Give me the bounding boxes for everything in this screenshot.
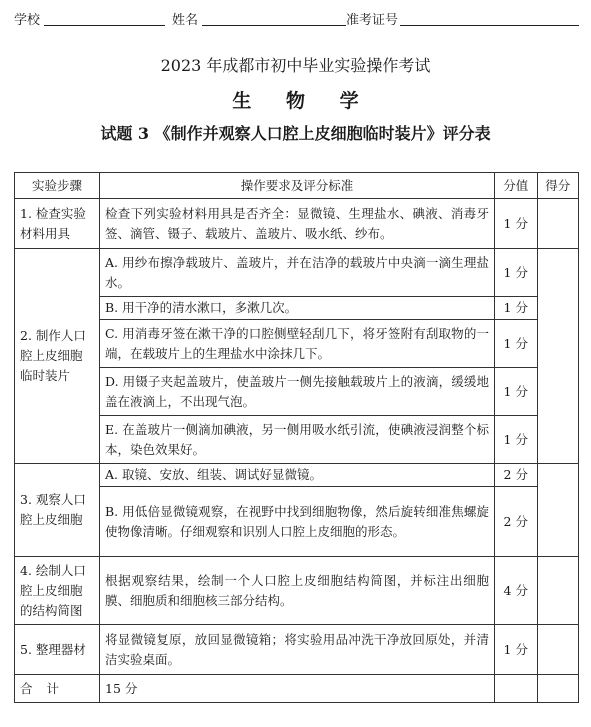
requirement-cell: E. 在盖玻片一侧滴加碘液，另一侧用吸水纸引流，使碘液浸润整个标本，染色效果好。 [100, 416, 495, 464]
name-label: 姓名 [172, 13, 199, 28]
table-row [15, 320, 579, 368]
requirement-cell: 根据观察结果，绘制一个人口腔上皮细胞结构简图，并标注出细胞膜、细胞质和细胞核三部分结构。 [100, 557, 495, 625]
step-cell: 1. 检查实验材料用具 [15, 199, 100, 249]
paper-title: 试题 3 《制作并观察人口腔上皮细胞临时装片》评分表 [100, 124, 491, 143]
points-cell: 1 分 [495, 320, 538, 368]
header-requirement: 操作要求及评分标准 [100, 173, 495, 199]
requirement-cell: B. 用低倍显微镜观察，在视野中找到细胞物像，然后旋转细准焦螺旋使物像清晰。仔细观察和识别人口腔上皮细胞的形态。 [100, 487, 495, 557]
subject-title: 生 物 学 [232, 90, 373, 112]
table-row [15, 249, 579, 297]
score-cell[interactable] [537, 199, 579, 249]
total-score-cell[interactable] [537, 675, 579, 703]
name-blank[interactable] [202, 25, 346, 26]
points-cell: 1 分 [495, 416, 538, 464]
table-row [15, 464, 579, 487]
points-cell: 2 分 [495, 464, 538, 487]
score-cell[interactable] [537, 557, 579, 625]
exam-title: 2023 年成都市初中毕业实验操作考试 [160, 56, 431, 75]
table-row [15, 297, 579, 320]
candidate-info-line [14, 6, 579, 28]
requirement-cell: 将显微镜复原，放回显微镜箱；将实验用品冲洗干净放回原处，并清洁实验桌面。 [100, 625, 495, 675]
points-cell: 1 分 [495, 199, 538, 249]
points-cell: 1 分 [495, 625, 538, 675]
step-cell: 5. 整理器材 [15, 625, 100, 675]
school-blank[interactable] [44, 25, 165, 26]
points-cell: 4 分 [495, 557, 538, 625]
requirement-cell: 检查下列实验材料用具是否齐全：显微镜、生理盐水、碘液、消毒牙签、滴管、镊子、载玻片、盖玻片、吸水纸、纱布。 [100, 199, 495, 249]
requirement-cell: D. 用镊子夹起盖玻片，使盖玻片一侧先接触载玻片上的液滴，缓缓地盖在液滴上，不出现气泡。 [100, 368, 495, 416]
table-header-row [15, 173, 579, 199]
score-cell[interactable] [537, 625, 579, 675]
requirement-cell: B. 用干净的清水漱口，多漱几次。 [100, 297, 495, 320]
points-cell: 1 分 [495, 249, 538, 297]
score-cell[interactable] [537, 464, 579, 557]
requirement-cell: A. 取镜、安放、组装、调试好显微镜。 [100, 464, 495, 487]
table-row [15, 487, 579, 557]
total-points: 15 分 [100, 675, 495, 703]
step-cell: 4. 绘制人口腔上皮细胞的结构简图 [15, 557, 100, 625]
score-table [14, 172, 579, 703]
header-score: 得分 [537, 173, 579, 199]
table-row [15, 416, 579, 464]
total-label: 合计 [15, 675, 100, 703]
step-cell: 3. 观察人口腔上皮细胞 [15, 464, 100, 557]
points-cell: 2 分 [495, 487, 538, 557]
points-cell: 1 分 [495, 297, 538, 320]
table-row [15, 199, 579, 249]
requirement-cell: A. 用纱布擦净载玻片、盖玻片，并在洁净的载玻片中央滴一滴生理盐水。 [100, 249, 495, 297]
school-label: 学校 [14, 13, 41, 28]
points-cell: 1 分 [495, 368, 538, 416]
header-step: 实验步骤 [15, 173, 100, 199]
total-row [15, 675, 579, 703]
step-cell: 2. 制作人口腔上皮细胞临时装片 [15, 249, 100, 464]
requirement-cell: C. 用消毒牙签在漱干净的口腔侧壁轻刮几下，将牙签附有刮取物的一端，在载玻片上的生理盐水中涂抹几下。 [100, 320, 495, 368]
score-cell[interactable] [537, 249, 579, 464]
header-points: 分值 [495, 173, 538, 199]
table-row [15, 368, 579, 416]
id-label: 准考证号 [346, 13, 399, 28]
table-row [15, 557, 579, 625]
total-points-blank [495, 675, 538, 703]
table-row [15, 625, 579, 675]
id-blank[interactable] [400, 25, 579, 26]
